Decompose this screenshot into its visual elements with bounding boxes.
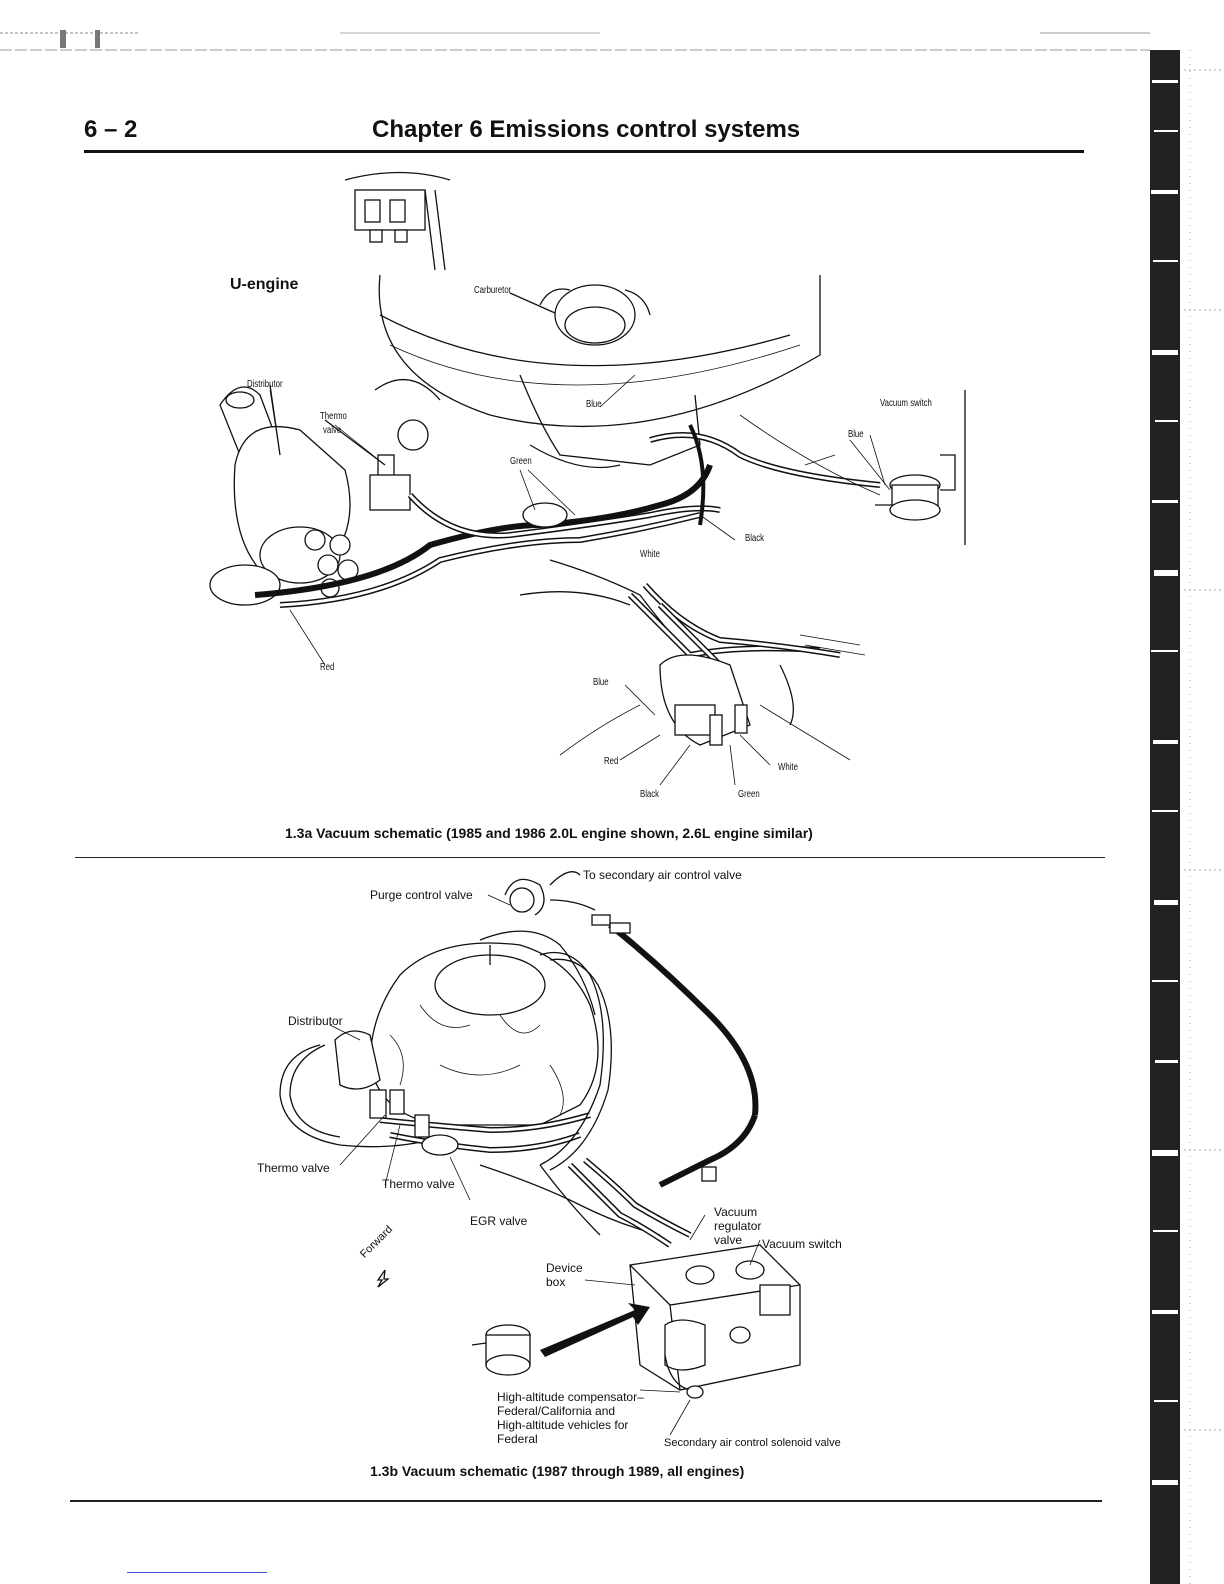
label-vacuum-switch-b: Vacuum switch [762, 1237, 842, 1251]
label-vacuum-regulator-1: Vacuum [714, 1205, 758, 1219]
figure-separator [75, 857, 1105, 858]
label-egr-valve: EGR valve [470, 1214, 528, 1228]
label-device-box-1: Device [546, 1261, 583, 1275]
label-distributor: Distributor [247, 379, 283, 390]
label-hac-2: Federal/California and [497, 1404, 616, 1418]
label-vacuum-switch: Vacuum switch [880, 398, 932, 409]
scan-top-artifacts [0, 28, 1224, 58]
label-hac-1: High-altitude compensator– [497, 1390, 644, 1404]
scan-edge-artifact [1150, 50, 1224, 1584]
label-thermo-valve-mid: Thermo valve [382, 1177, 455, 1191]
label-white-mid: White [640, 549, 660, 560]
label-vacuum-regulator-3: valve [714, 1233, 743, 1247]
label-vacuum-regulator-2: regulator [714, 1219, 762, 1233]
label-thermo: Thermo [320, 411, 347, 422]
label-green: Green [510, 456, 532, 467]
footer-link-line [127, 1572, 267, 1573]
label-secondary-solenoid: Secondary air control solenoid valve [664, 1437, 841, 1449]
label-hac-4: Federal [497, 1432, 538, 1446]
page-number: 6 – 2 [84, 116, 138, 143]
label-to-secondary: To secondary air control valve [583, 868, 742, 882]
label-red-left: Red [320, 662, 335, 673]
label-green-bottom: Green [738, 789, 760, 800]
figure-1-3b-caption: 1.3b Vacuum schematic (1987 through 1989, all engines) [370, 1463, 745, 1479]
figure-1-3a-drawing [180, 165, 980, 815]
header-rule [84, 150, 1084, 153]
figure-1-3b-drawing [240, 865, 900, 1445]
label-blue-bottom: Blue [593, 677, 609, 688]
label-forward: Forward [358, 1223, 396, 1261]
label-thermo-valve: valve [323, 425, 342, 436]
label-red-bottom: Red [604, 756, 619, 767]
label-hac-3: High-altitude vehicles for [497, 1418, 629, 1432]
engine-label: U-engine [230, 276, 299, 293]
label-distributor-b: Distributor [288, 1014, 343, 1028]
figure-1-3a-caption: 1.3a Vacuum schematic (1985 and 1986 2.0L engine shown, 2.6L engine similar) [285, 825, 813, 841]
label-carburetor: Carburetor [474, 285, 512, 296]
label-white-bottom: White [778, 762, 798, 773]
label-black-top: Black [745, 533, 765, 544]
label-device-box-2: box [546, 1275, 566, 1289]
label-purge-control-valve: Purge control valve [370, 888, 473, 902]
label-blue-right: Blue [848, 429, 864, 440]
label-blue-top: Blue [586, 399, 602, 410]
bottom-rule [70, 1500, 1102, 1502]
chapter-title: Chapter 6 Emissions control systems [372, 116, 801, 143]
label-black-bottom: Black [640, 789, 660, 800]
label-thermo-valve-left: Thermo valve [257, 1161, 330, 1175]
